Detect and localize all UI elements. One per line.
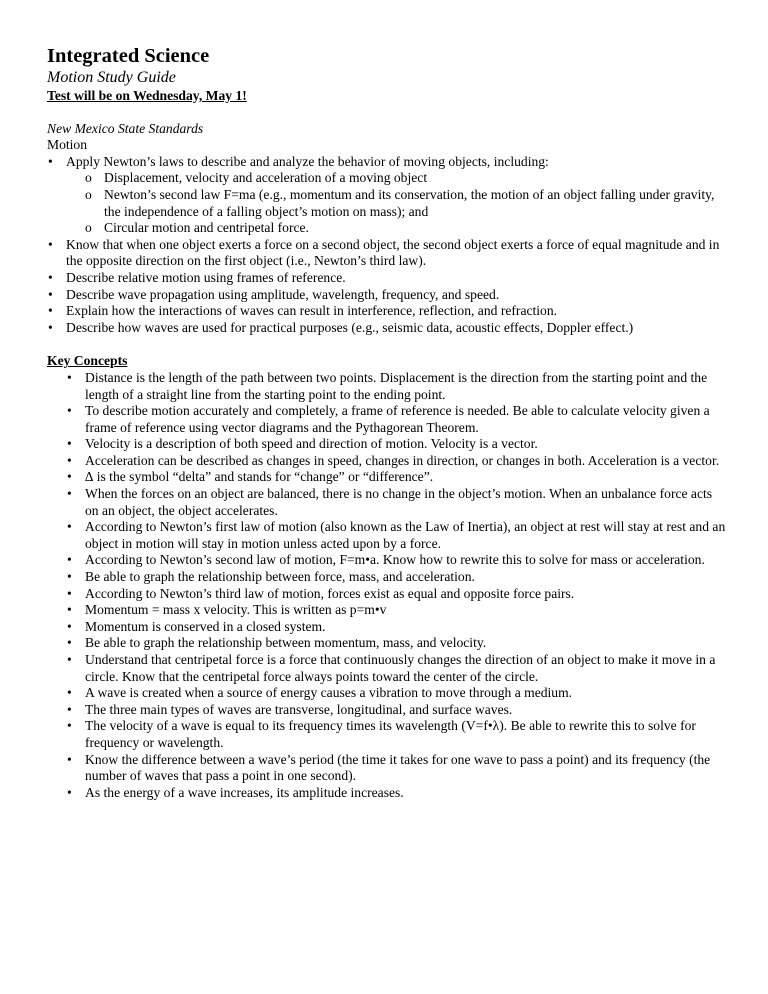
- standards-subitem-text: Circular motion and centripetal force.: [104, 220, 309, 236]
- standards-item: [47, 154, 727, 171]
- circle-bullet-icon: o: [85, 170, 92, 186]
- bullet-icon: •: [67, 519, 72, 535]
- standards-item: [47, 320, 727, 337]
- standards-item-text: Describe wave propagation using amplitude, wavelength, frequency, and speed.: [66, 286, 500, 302]
- bullet-icon: •: [67, 701, 72, 717]
- key-concept-text: Be able to graph the relationship between momentum, mass, and velocity.: [85, 635, 487, 651]
- key-concept-item: [47, 370, 727, 403]
- key-concept-text: To describe motion accurately and completely, a frame of reference is needed. Be able to calculate velocity given a frame of reference using vector diagrams and the Pythagorean Theorem.: [85, 403, 710, 435]
- key-concept-text: Be able to graph the relationship between force, mass, and acceleration.: [85, 569, 475, 585]
- circle-bullet-icon: o: [85, 220, 92, 236]
- key-concept-item: [47, 519, 727, 552]
- standards-item: [47, 270, 727, 287]
- standards-item-text: Describe relative motion using frames of reference.: [66, 269, 346, 285]
- standards-subitem: [47, 170, 727, 187]
- bullet-icon: •: [48, 319, 53, 335]
- bullet-icon: •: [67, 486, 72, 502]
- key-concept-text: When the forces on an object are balanced, there is no change in the object’s motion. When an unbalance force acts on an object, the object accelerates.: [85, 486, 713, 518]
- key-concept-text: According to Newton’s third law of motion, forces exist as equal and opposite force pairs.: [85, 585, 575, 601]
- standards-subitem: [47, 220, 727, 237]
- key-concept-item: [47, 569, 727, 586]
- standards-list-continued: [47, 237, 727, 337]
- key-concept-item: [47, 602, 727, 619]
- key-concept-item: [47, 469, 727, 486]
- key-concept-item: [47, 586, 727, 603]
- key-concept-text: Know the difference between a wave’s period (the time it takes for one wave to pass a point) and its frequency (the number of waves that pass a point in one second).: [85, 751, 711, 784]
- standards-sublist: [47, 170, 727, 236]
- key-concepts-heading: Key Concepts: [47, 353, 128, 369]
- bullet-icon: •: [48, 303, 53, 319]
- bullet-icon: •: [48, 286, 53, 302]
- standards-item: [47, 237, 727, 270]
- key-concept-item: [47, 635, 727, 652]
- key-concept-item: [47, 403, 727, 436]
- bullet-icon: •: [67, 784, 72, 800]
- key-concepts-list: [47, 370, 727, 801]
- bullet-icon: •: [48, 269, 53, 285]
- key-concept-item: [47, 718, 727, 751]
- standards-item-text: Describe how waves are used for practical purposes (e.g., seismic data, acoustic effects, Doppler effect.): [66, 319, 634, 335]
- bullet-icon: •: [67, 652, 72, 667]
- key-concept-text: Understand that centripetal force is a force that continuously changes the direction of an object to make it move in a circle. Know that the centripetal force always points toward the center of the circle.: [85, 652, 716, 684]
- bullet-icon: •: [48, 153, 53, 169]
- document-subtitle: Motion Study Guide: [47, 69, 176, 86]
- bullet-icon: •: [67, 403, 72, 419]
- bullet-icon: •: [67, 635, 72, 651]
- circle-bullet-icon: o: [85, 186, 92, 202]
- key-concept-text: Momentum is conserved in a closed system.: [85, 618, 326, 634]
- standards-heading: New Mexico State Standards: [47, 120, 204, 136]
- bullet-icon: •: [67, 452, 72, 468]
- standards-item-text: Apply Newton’s laws to describe and analyze the behavior of moving objects, including:: [66, 153, 549, 169]
- bullet-icon: •: [48, 236, 53, 252]
- standards-list: [47, 154, 727, 171]
- bullet-icon: •: [67, 436, 72, 452]
- standards-subitem-text: Newton’s second law F=ma (e.g., momentum and its conservation, the motion of an object falling under gravity, the independence of a falling object’s motion on mass); and: [104, 186, 715, 219]
- bullet-icon: •: [67, 718, 72, 734]
- bullet-icon: •: [67, 585, 72, 601]
- bullet-icon: •: [67, 369, 72, 385]
- key-concept-text: According to Newton’s first law of motion (also known as the Law of Inertia), an object at rest will stay at rest and an object in motion will stay in motion unless acted upon by a force.: [85, 519, 726, 551]
- bullet-icon: •: [67, 602, 72, 618]
- bullet-icon: •: [67, 685, 72, 701]
- key-concept-item: [47, 752, 727, 785]
- key-concept-item: [47, 486, 727, 519]
- key-concept-item: [47, 436, 727, 453]
- standards-item-text: Explain how the interactions of waves can result in interference, reflection, and refraction.: [66, 303, 558, 319]
- key-concept-item: [47, 652, 727, 685]
- key-concept-item: [47, 685, 727, 702]
- key-concept-item: [47, 552, 727, 569]
- bullet-icon: •: [67, 618, 72, 634]
- standards-subitem-text: Displacement, velocity and acceleration of a moving object: [104, 170, 428, 186]
- standards-item: [47, 287, 727, 304]
- key-concept-text: As the energy of a wave increases, its amplitude increases.: [85, 784, 404, 800]
- key-concept-text: Momentum = mass x velocity. This is written as p=m•v: [85, 602, 387, 618]
- standards-subitem: [47, 187, 727, 220]
- standards-item-text: Know that when one object exerts a force on a second object, the second object exerts a force of equal magnitude and in the opposite direction on the first object (i.e., Newton’s third law).: [66, 236, 720, 269]
- key-concept-item: [47, 619, 727, 636]
- key-concept-item: [47, 702, 727, 719]
- key-concept-text: The velocity of a wave is equal to its frequency times its wavelength (V=f•λ). Be able to rewrite this to solve for frequency or wavelength.: [85, 718, 696, 750]
- key-concept-text: Acceleration can be described as changes in speed, changes in direction, or changes in both. Acceleration is a vector.: [85, 452, 720, 468]
- key-concept-text: Distance is the length of the path between two points. Displacement is the direction from the starting point and the length of a straight line from the starting point to the ending point.: [85, 369, 708, 402]
- key-concept-item: [47, 785, 727, 802]
- key-concept-item: [47, 453, 727, 470]
- document-title: Integrated Science: [47, 45, 210, 67]
- key-concept-text: ∆ is the symbol “delta” and stands for “change” or “difference”.: [85, 469, 434, 485]
- key-concept-text: Velocity is a description of both speed and direction of motion. Velocity is a vector.: [85, 436, 538, 452]
- test-date-notice: Test will be on Wednesday, May 1!: [47, 88, 247, 103]
- bullet-icon: •: [67, 751, 72, 767]
- key-concept-text: According to Newton’s second law of motion, F=m•a. Know how to rewrite this to solve for mass or acceleration.: [85, 552, 705, 568]
- standards-item: [47, 303, 727, 320]
- bullet-icon: •: [67, 552, 72, 568]
- key-concept-text: The three main types of waves are transverse, longitudinal, and surface waves.: [85, 701, 513, 717]
- key-concept-text: A wave is created when a source of energy causes a vibration to move through a medium.: [85, 685, 573, 701]
- bullet-icon: •: [67, 469, 72, 485]
- standards-topic: Motion: [47, 137, 88, 153]
- document-page: [47, 44, 727, 801]
- bullet-icon: •: [67, 569, 72, 585]
